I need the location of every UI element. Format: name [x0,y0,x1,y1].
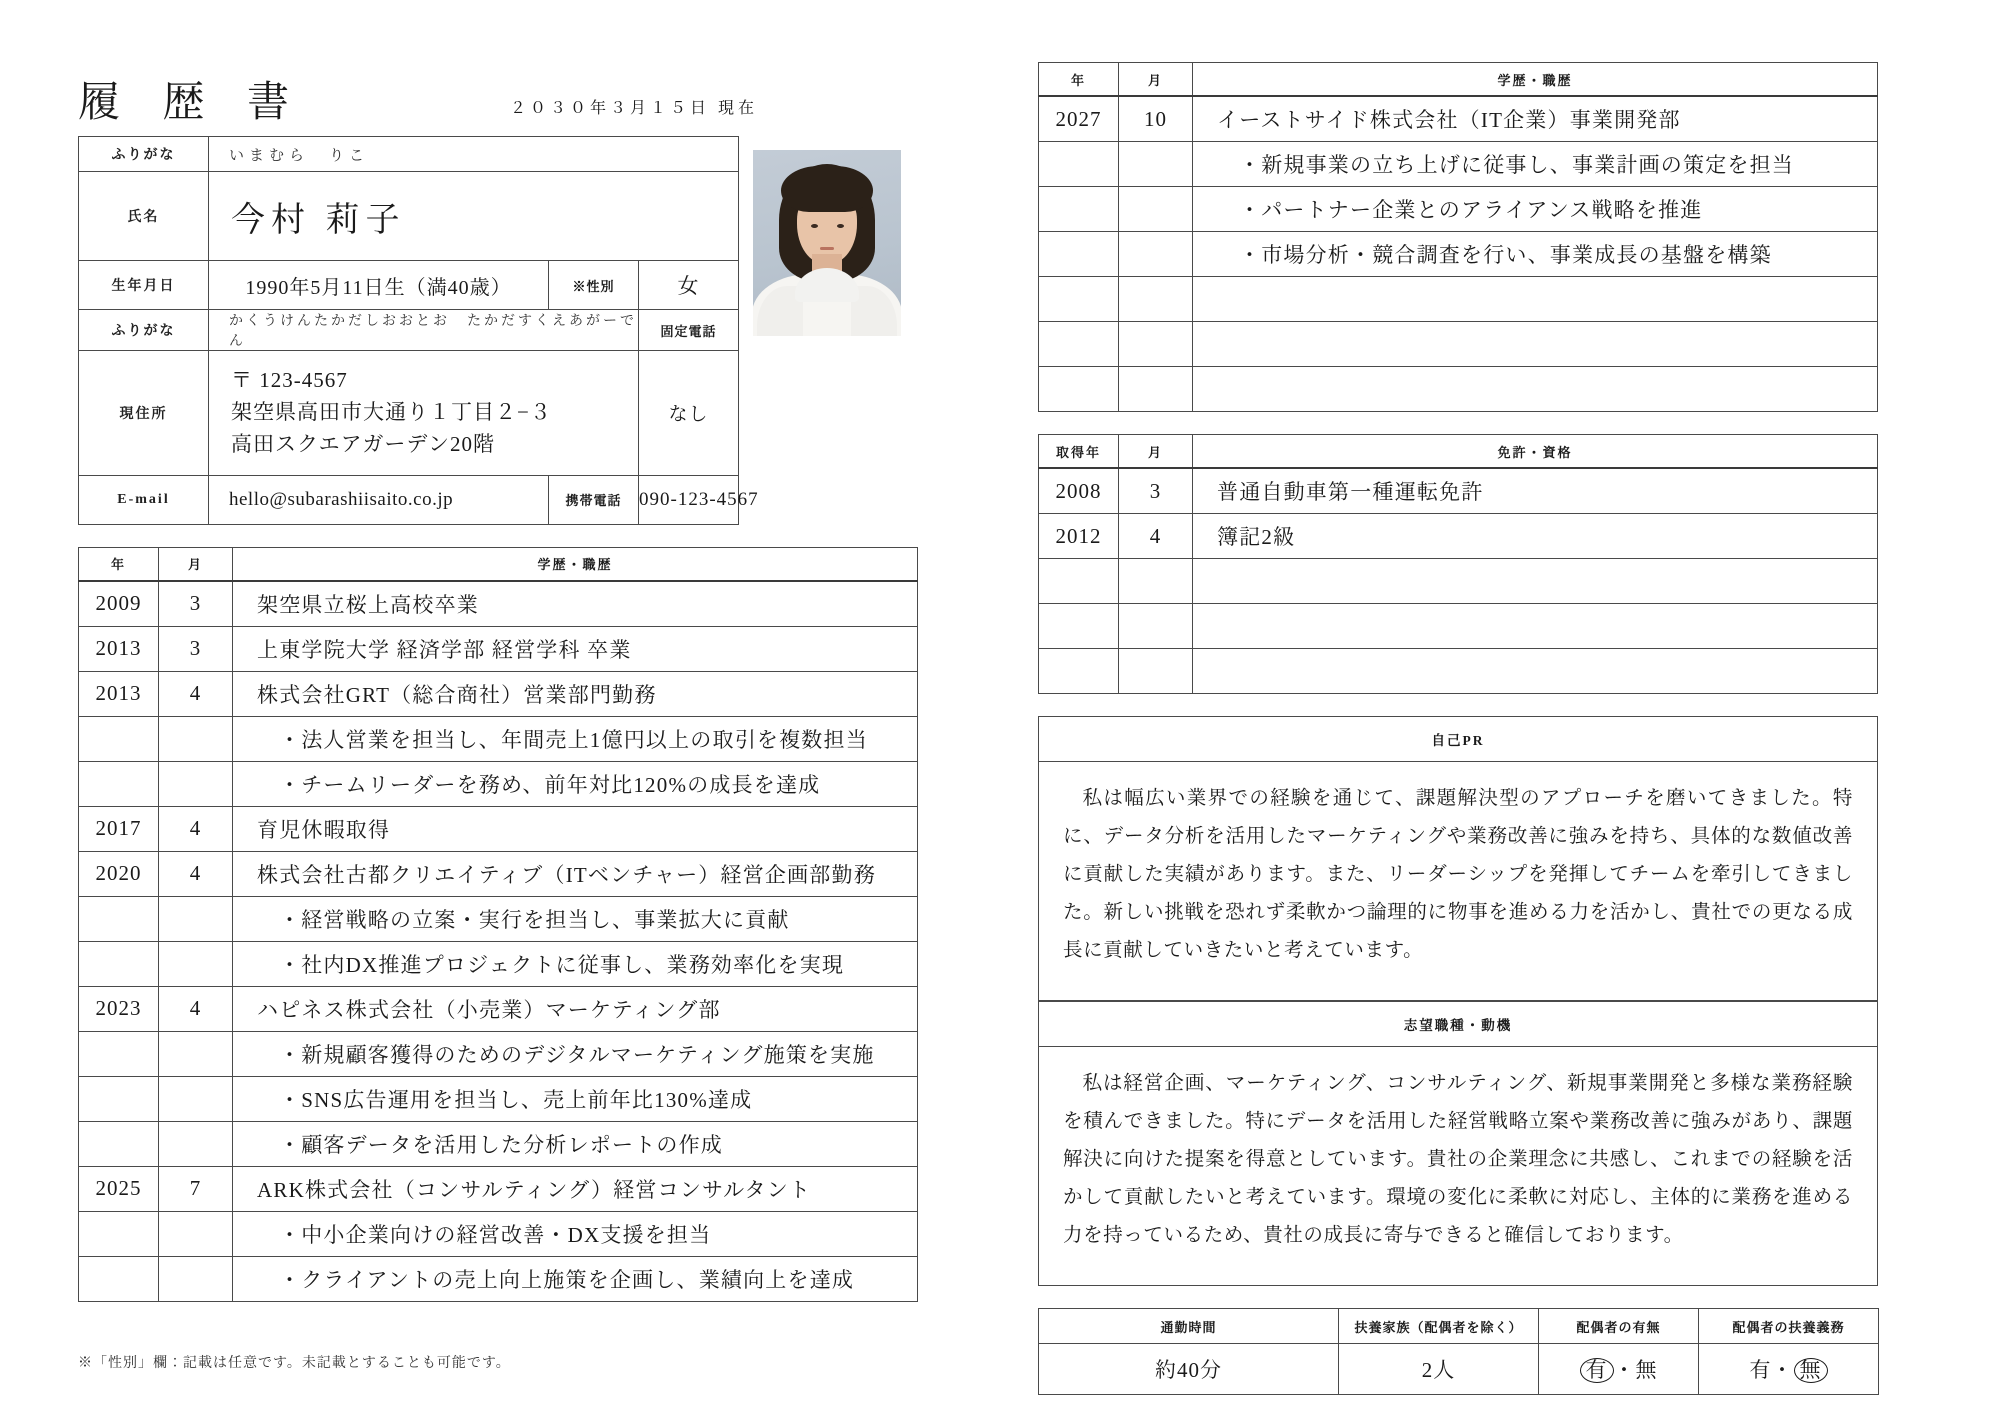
history-year [1039,232,1119,277]
spouse-support-value [1699,1344,1879,1395]
history-event [1193,322,1878,367]
email-label: E-mail [79,475,209,524]
history-event: ・法人営業を担当し、年間売上1億円以上の取引を複数担当 [233,716,918,761]
history-month [159,761,233,806]
history-year [1039,367,1119,412]
history-month [159,1031,233,1076]
table-row [1039,367,1878,412]
history-year: 2008 [1039,468,1119,514]
table-row [79,310,739,351]
history-month: 3 [159,581,233,627]
history-year [1039,322,1119,367]
column-header-license: 免許・資格 [1193,435,1878,469]
gender-value: 女 [639,261,739,310]
table-row [1039,604,1878,649]
table-row [1039,1047,1878,1286]
history-month [159,716,233,761]
history-year [1039,142,1119,187]
history-year [79,1076,159,1121]
history-month [1119,322,1193,367]
history-year [79,761,159,806]
history-month: 4 [1119,514,1193,559]
table-header-row [1039,435,1878,469]
table-row [1039,1344,1879,1395]
personal-info-table [78,136,759,525]
history-year [1039,559,1119,604]
history-event: ・顧客データを活用した分析レポートの作成 [233,1121,918,1166]
history-month [159,941,233,986]
history-month [1119,604,1193,649]
self-pr-body: 私は幅広い業界での経験を通じて、課題解決型のアプローチを磨いてきました。特に、データ分析を活用したマーケティングや業務改善に強みを持ち、具体的な数値改善に貢献した実績があります。また、リーダーシップを発揮してチームを牽引してきました。新しい挑戦を恐れず柔軟かつ論理的に物事を進める力を活かし、貴社での更なる成長に貢献していきたいと考えています。 [1039,762,1878,1001]
history-year [79,716,159,761]
birthdate-value: 1990年5月11日生（満40歳） [209,261,549,310]
table-row [1039,649,1878,694]
table-header-row [1039,1309,1879,1344]
left-column [78,62,918,1374]
history-year [79,1211,159,1256]
column-header-event: 学歴・職歴 [233,547,918,581]
spouse-no-option[interactable]: 無 [1635,1358,1658,1382]
history-event: 架空県立桜上高校卒業 [233,581,918,627]
column-header-month: 月 [1119,435,1193,469]
table-row [1039,468,1878,514]
table-row [79,851,918,896]
gender-label: ※性別 [549,261,639,310]
history-month [1119,142,1193,187]
table-header-row [1039,63,1878,97]
table-row [79,896,918,941]
page-title: 履 歴 書 [78,80,306,126]
commute-time-label: 通勤時間 [1039,1309,1339,1344]
history-year: 2009 [79,581,159,627]
table-row [79,1256,918,1301]
dependents-label: 扶養家族（配偶者を除く） [1339,1309,1539,1344]
table-row [79,1076,918,1121]
table-row [1039,187,1878,232]
address-label: 現住所 [79,351,209,476]
history-year: 2027 [1039,96,1119,142]
table-row [79,716,918,761]
table-row [79,1031,918,1076]
column-header-event: 学歴・職歴 [1193,63,1878,97]
table-row [1039,762,1878,1001]
history-event: 簿記2級 [1193,514,1878,559]
history-month [159,1076,233,1121]
spouse-yes-option[interactable]: 有 [1580,1358,1614,1383]
history-year: 2025 [79,1166,159,1211]
table-row [1039,277,1878,322]
table-row [79,475,739,524]
table-row [1039,1002,1878,1047]
history-event [1193,649,1878,694]
table-row [79,1121,918,1166]
table-row [79,761,918,806]
gender-footnote: ※「性別」欄：記載は任意です。未記載とすることも可能です。 [78,1356,511,1371]
education-work-history-table-left [78,547,918,1302]
photo-eye-left [811,224,818,228]
history-year [79,1031,159,1076]
name-label: 氏名 [79,172,209,261]
history-month: 10 [1119,96,1193,142]
right-column [1038,62,1878,1382]
furigana-name: いまむら りこ [209,137,739,172]
table-row [79,351,739,476]
history-year [1039,649,1119,694]
email-value: hello@subarashiisaito.co.jp [209,475,549,524]
home-phone-value: なし [639,351,739,476]
history-month [1119,232,1193,277]
history-event: ・チームリーダーを務め、前年対比120%の成長を達成 [233,761,918,806]
history-event: ・経営戦略の立案・実行を担当し、事業拡大に貢献 [233,896,918,941]
motivation-section [1038,1001,1878,1286]
history-year [79,896,159,941]
table-row [79,806,918,851]
table-row [79,137,739,172]
furigana-label: ふりがな [79,137,209,172]
photo-eye-right [837,224,844,228]
history-event: ・中小企業向けの経営改善・DX支援を担当 [233,1211,918,1256]
motivation-heading: 志望職種・動機 [1039,1002,1878,1047]
history-year: 2012 [1039,514,1119,559]
licenses-table [1038,434,1878,694]
history-year [79,941,159,986]
table-row [79,626,918,671]
mobile-phone-label: 携帯電話 [549,475,639,524]
licenses-body [1039,468,1878,694]
table-row [79,671,918,716]
applicant-name: 今村 莉子 [209,172,739,261]
history-month: 3 [159,626,233,671]
support-no-option[interactable]: 無 [1794,1358,1828,1383]
postal-code: 〒 123-4567 [231,368,348,392]
support-separator: ・ [1771,1358,1794,1382]
commute-time-value: 約40分 [1039,1344,1339,1395]
history-event [1193,277,1878,322]
personal-info-section [78,136,918,525]
history-year: 2023 [79,986,159,1031]
table-row [79,172,739,261]
table-row [79,581,918,627]
history-month [1119,187,1193,232]
spouse-separator: ・ [1613,1358,1636,1382]
motivation-body: 私は経営企画、マーケティング、コンサルティング、新規事業開発と多様な業務経験を積んできました。特にデータを活用した経営戦略立案や業務改善に強みがあり、課題解決に向けた提案を得意としています。貴社の企業理念に共感し、これまでの経験を活かして貢献したいと考えています。環境の変化に柔軟に対応し、主体的に業務を進める力を持っているため、貴社の成長に寄与できると確信しております。 [1039,1047,1878,1286]
household-info-table [1038,1308,1879,1395]
history-year: 2013 [79,626,159,671]
support-yes-option[interactable]: 有 [1749,1358,1772,1382]
history-month [159,1211,233,1256]
history-event: ・パートナー企業とのアライアンス戦略を推進 [1193,187,1878,232]
education-work-history-table-right [1038,62,1878,412]
history-month: 7 [159,1166,233,1211]
table-row [79,986,918,1031]
history-event: ・新規顧客獲得のためのデジタルマーケティング施策を実施 [233,1031,918,1076]
address-line-2: 高田スクエアガーデン20階 [231,431,495,456]
column-header-year: 年 [79,547,159,581]
history-event: 株式会社GRT（総合商社）営業部門勤務 [233,671,918,716]
history-year [1039,277,1119,322]
history-month: 4 [159,806,233,851]
table-row [1039,322,1878,367]
history-event: ハピネス株式会社（小売業）マーケティング部 [233,986,918,1031]
history-event [1193,367,1878,412]
history-year [1039,187,1119,232]
column-header-month: 月 [159,547,233,581]
history-month: 4 [159,671,233,716]
address-furigana: かくうけんたかだしおおとお たかだすくえあがーでん [209,310,639,351]
address-line-1: 架空県高田市大通り１丁目２−３ [231,399,552,424]
history-month [1119,367,1193,412]
history-year: 2017 [79,806,159,851]
self-pr-heading: 自己PR [1039,717,1878,762]
history-year [79,1121,159,1166]
history-event: 育児休暇取得 [233,806,918,851]
home-phone-label: 固定電話 [639,310,739,351]
applicant-photo [753,150,901,336]
history-event: ARK株式会社（コンサルティング）経営コンサルタント [233,1166,918,1211]
history-event: ・クライアントの売上向上施策を企画し、業績向上を達成 [233,1256,918,1301]
table-row [79,261,739,310]
history-event: ・新規事業の立ち上げに従事し、事業計画の策定を担当 [1193,142,1878,187]
table-row [1039,559,1878,604]
history-month [1119,649,1193,694]
column-header-year: 年 [1039,63,1119,97]
history-event: ・社内DX推進プロジェクトに従事し、業務効率化を実現 [233,941,918,986]
mobile-phone-value: 090-123-4567 [639,475,739,524]
table-row [1039,96,1878,142]
history-month [159,1256,233,1301]
column-header-month: 月 [1119,63,1193,97]
history-month: 4 [159,986,233,1031]
dependents-value: 2人 [1339,1344,1539,1395]
history-event: 株式会社古都クリエイティブ（ITベンチャー）経営企画部勤務 [233,851,918,896]
history-month [159,1121,233,1166]
photo-hair-front [781,166,873,212]
history-event: ・SNS広告運用を担当し、売上前年比130%達成 [233,1076,918,1121]
spouse-value [1539,1344,1699,1395]
history-month [1119,277,1193,322]
history-event: 普通自動車第一種運転免許 [1193,468,1878,514]
table-row [79,1166,918,1211]
history-right-body [1039,96,1878,412]
table-row [1039,142,1878,187]
history-event: イーストサイド株式会社（IT企業）事業開発部 [1193,96,1878,142]
spouse-support-label: 配偶者の扶養義務 [1699,1309,1879,1344]
history-event: ・市場分析・競合調査を行い、事業成長の基盤を構築 [1193,232,1878,277]
table-row [1039,232,1878,277]
history-month: 4 [159,851,233,896]
birthdate-label: 生年月日 [79,261,209,310]
table-row [1039,514,1878,559]
document-date: ２０３０年３月１５日 現在 [509,100,758,117]
self-pr-section [1038,716,1878,1001]
history-event: 上東学院大学 経済学部 経営学科 卒業 [233,626,918,671]
history-left-body [79,581,918,1302]
table-row [1039,717,1878,762]
photo-mouth [820,247,834,250]
history-month: 3 [1119,468,1193,514]
address-value [209,351,639,476]
table-row [79,1211,918,1256]
spouse-label: 配偶者の有無 [1539,1309,1699,1344]
history-year [79,1256,159,1301]
history-month [159,896,233,941]
title-row [78,62,918,124]
table-row [79,941,918,986]
history-year [1039,604,1119,649]
history-event [1193,604,1878,649]
table-header-row [79,547,918,581]
history-event [1193,559,1878,604]
address-furigana-label: ふりがな [79,310,209,351]
history-month [1119,559,1193,604]
column-header-acquired-year: 取得年 [1039,435,1119,469]
history-year: 2020 [79,851,159,896]
history-year: 2013 [79,671,159,716]
